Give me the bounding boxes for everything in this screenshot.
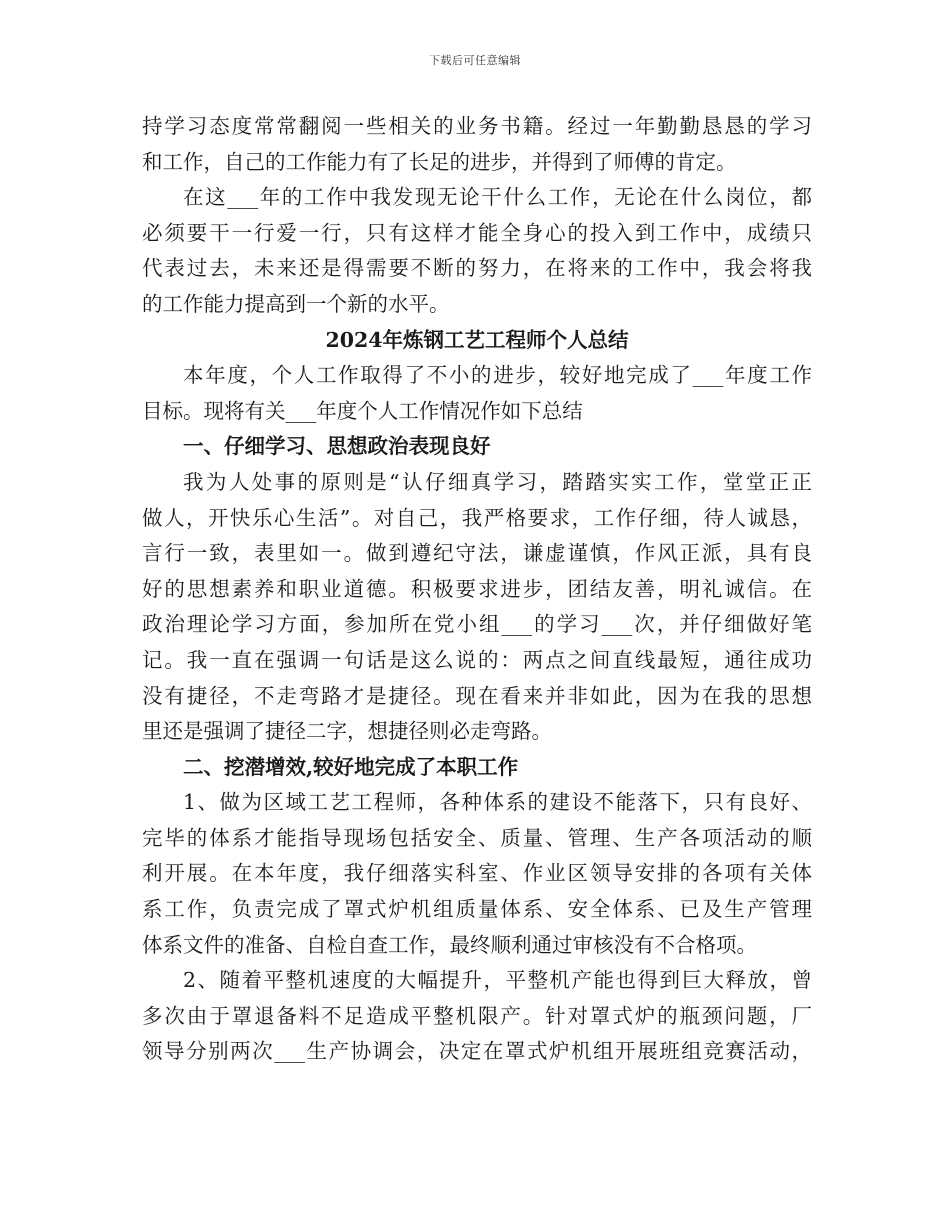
text-line: 持学习态度常常翻阅一些相关的业务书籍。经过一年勤勤恳恳的学习 <box>142 114 812 138</box>
text-line: 完毕的体系才能指导现场包括安全、质量、管理、生产各项活动的顺 <box>142 825 812 850</box>
text-line: 系工作，负责完成了罩式炉机组质量体系、安全体系、已及生产管理 <box>142 897 812 922</box>
text-line: 和工作，自己的工作能力有了长足的进步，并得到了师傅的肯定。 <box>142 149 737 174</box>
text-line: 必须要干一行爱一行，只有这样才能全身心的投入到工作中，成绩只 <box>142 220 812 245</box>
document-body <box>142 109 812 1070</box>
text-line: 政治理论学习方面，参加所在党小组___的学习___次，并仔细做好笔 <box>142 612 812 637</box>
section-heading: 二、挖潜增效,较好地完成了本职工作 <box>183 754 519 779</box>
text-line: 多次由于罩退备料不足造成平整机限产。针对罩式炉的瓶颈问题，厂 <box>142 1003 812 1028</box>
text-line: 目标。现将有关___年度个人工作情况作如下总结 <box>142 398 583 423</box>
text-line: 代表过去，未来还是得需要不断的努力，在将来的工作中，我会将我 <box>142 256 812 281</box>
paragraph-start-line: 2、随着平整机速度的大幅提升，平整机产能也得到巨大释放，曾 <box>183 968 812 993</box>
text-line: 利开展。在本年度，我仔细落实科室、作业区领导安排的各项有关体 <box>142 861 812 886</box>
paragraph-start-line: 在这___年的工作中我发现无论干什么工作，无论在什么岗位，都 <box>183 185 812 210</box>
text-line: 的工作能力提高到一个新的水平。 <box>142 291 450 316</box>
text-line: 体系文件的准备、自检自查工作，最终顺利通过审核没有不合格项。 <box>142 932 757 957</box>
section-heading: 一、仔细学习、思想政治表现良好 <box>183 434 491 459</box>
text-line: 里还是强调了捷径二字，想捷径则必走弯路。 <box>142 719 552 744</box>
page-header: 下载后可任意编辑 <box>429 54 521 67</box>
text-line: 言行一致，表里如一。做到遵纪守法，谦虚谨慎，作风正派，具有良 <box>142 541 812 566</box>
text-line: 领导分别两次___生产协调会，决定在罩式炉机组开展班组竞赛活动， <box>142 1039 812 1064</box>
paragraph-start-line: 本年度，个人工作取得了不小的进步，较好地完成了___年度工作 <box>183 363 812 388</box>
text-line: 好的思想素养和职业道德。积极要求进步，团结友善，明礼诚信。在 <box>142 576 812 601</box>
paragraph-start-line: 1、做为区域工艺工程师，各种体系的建设不能落下，只有良好、 <box>183 790 812 815</box>
text-line: 做人，开快乐心生活”。对自己，我严格要求，工作仔细，待人诚恳， <box>142 505 812 530</box>
text-line: 记。我一直在强调一句话是这么说的：两点之间直线最短，通往成功 <box>142 647 812 672</box>
paragraph-start-line: 我为人处事的原则是“认仔细真学习，踏踏实实工作，堂堂正正 <box>183 469 812 494</box>
text-line: 没有捷径，不走弯路才是捷径。现在看来并非如此，因为在我的思想 <box>142 683 812 708</box>
document-title: 2024年炼钢工艺工程师个人总结 <box>325 327 629 352</box>
